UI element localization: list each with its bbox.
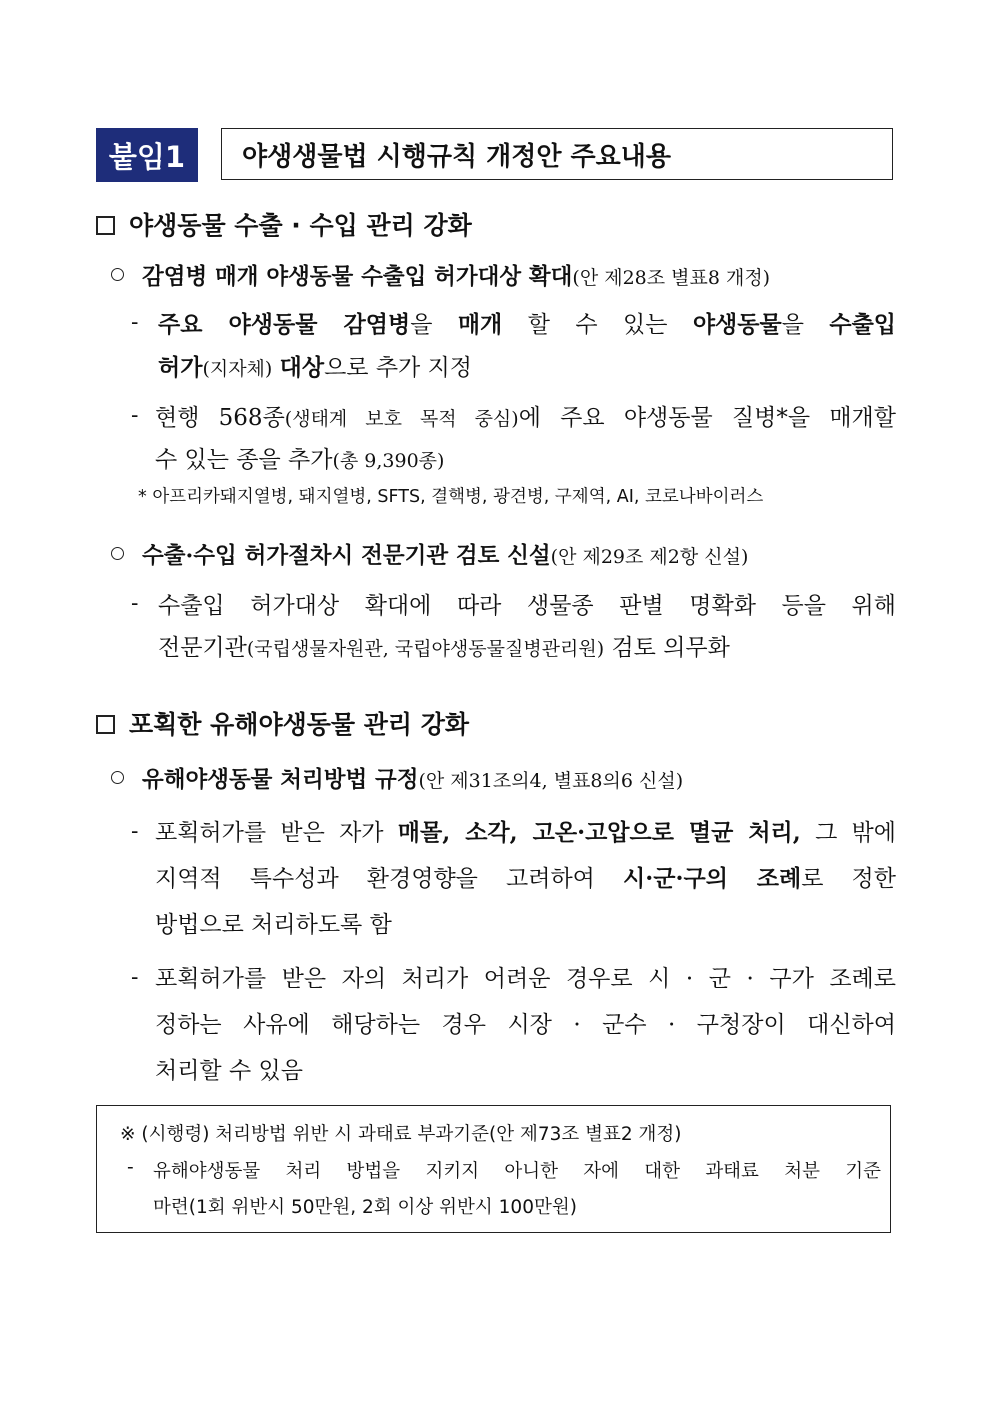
bold-text: 수출입 (829, 311, 897, 338)
section-1-item-2-heading (111, 538, 748, 570)
small-text: (국립생물자원관, 국립야생동물질병관리원) (246, 638, 605, 660)
section-2-title: 포획한 유해야생동물 관리 강화 (129, 710, 470, 739)
text: 수 있는 종을 추가 (155, 447, 333, 473)
circle-bullet-icon (111, 268, 124, 281)
text: 할 수 있는 (527, 312, 668, 338)
text: 을 (781, 312, 804, 338)
small-text: (총 9,390종) (332, 450, 445, 472)
paragraph-line (158, 349, 472, 382)
paragraph-line (158, 306, 896, 339)
document-title (221, 128, 893, 180)
square-bullet-icon (96, 715, 115, 734)
bold-text: 매몰, 소각, 고온·고압으로 멸균 처리, (397, 819, 801, 846)
dash-bullet: - (131, 965, 139, 990)
item-reference: (안 제28조 별표8 개정) (572, 267, 771, 289)
section-2-item-1-heading (111, 762, 683, 794)
text: 로 정한 (801, 866, 896, 892)
item-title: 수출·수입 허가절차시 전문기관 검토 신설 (142, 543, 551, 569)
bold-text: 시·군·구의 조례 (623, 865, 802, 892)
bold-text: 매개 (457, 311, 503, 338)
circle-bullet-icon (111, 547, 124, 560)
dash-bullet: - (131, 591, 139, 616)
section-1-heading (96, 206, 472, 242)
paragraph-line (158, 629, 730, 662)
note-line: 유해야생동물 처리 방법을 지키지 아니한 자에 대한 과태료 처분 기준 (153, 1161, 881, 1182)
item-reference: (안 제29조 제2항 신설) (550, 546, 749, 568)
bold-text: 대상 (279, 354, 325, 381)
bold-text: 야생동물 (692, 311, 782, 338)
paragraph-line: 정하는 사유에 해당하는 경우 시장 · 군수 · 구청장이 대신하여 (155, 1012, 896, 1038)
footnote: * 아프리카돼지열병, 돼지열병, SFTS, 결핵병, 광견병, 구제역, AI, 코로나바이러스 (138, 487, 764, 507)
document-title-text: 야생생물법 시행규칙 개정안 주요내용 (242, 141, 672, 172)
square-bullet-icon (96, 216, 115, 235)
paragraph-line: 포획허가를 받은 자의 처리가 어려운 경우로 시 · 군 · 구가 조례로 (155, 966, 896, 992)
dash-bullet: - (131, 819, 139, 844)
note-line: 마련(1회 위반시 50만원, 2회 이상 위반시 100만원) (153, 1197, 577, 1218)
paragraph-line: 수출입 허가대상 확대에 따라 생물종 판별 명확화 등을 위해 (158, 593, 896, 619)
item-title: 유해야생동물 처리방법 규정 (142, 767, 419, 793)
dash-bullet: - (131, 403, 139, 428)
item-title: 감염병 매개 야생동물 수출입 허가대상 확대 (142, 264, 573, 290)
text: 을 (410, 312, 433, 338)
text: 전문기관 (158, 635, 247, 661)
dash-bullet: - (131, 310, 139, 335)
text: 그 밖에 (815, 820, 896, 846)
note-line: ※ (시행령) 처리방법 위반 시 과태료 부과기준(안 제73조 별표2 개정) (120, 1124, 682, 1145)
bold-text: 허가 (158, 354, 203, 381)
section-1-title: 야생동물 수출 · 수입 관리 강화 (129, 211, 472, 240)
paragraph-line (155, 860, 896, 893)
paragraph-line (155, 814, 896, 847)
paragraph-line: 처리할 수 있음 (155, 1058, 303, 1084)
section-1-item-1-heading (111, 259, 770, 291)
text: 검토 의무화 (611, 635, 730, 661)
small-text: (생태계 보호 목적 중심) (284, 408, 519, 430)
paragraph-line: 방법으로 처리하도록 함 (155, 912, 392, 938)
bold-text: 주요 야생동물 감염병 (158, 311, 411, 338)
small-text: (지자체) (202, 358, 273, 380)
section-2-heading (96, 705, 469, 741)
text: 현행 568종 (155, 405, 285, 431)
circle-bullet-icon (111, 771, 124, 784)
text: 으로 추가 지정 (324, 355, 473, 381)
text: 에 주요 야생동물 질병*을 매개할 (518, 405, 896, 431)
text: 지역적 특수성과 환경영향을 고려하여 (155, 866, 595, 892)
dash-bullet: - (127, 1157, 134, 1178)
text: 포획허가를 받은 자가 (155, 820, 384, 846)
attachment-tag: 붙임1 (96, 128, 198, 182)
paragraph-line (155, 399, 896, 432)
paragraph-line (155, 441, 444, 474)
item-reference: (안 제31조의4, 별표8의6 신설) (418, 770, 684, 792)
